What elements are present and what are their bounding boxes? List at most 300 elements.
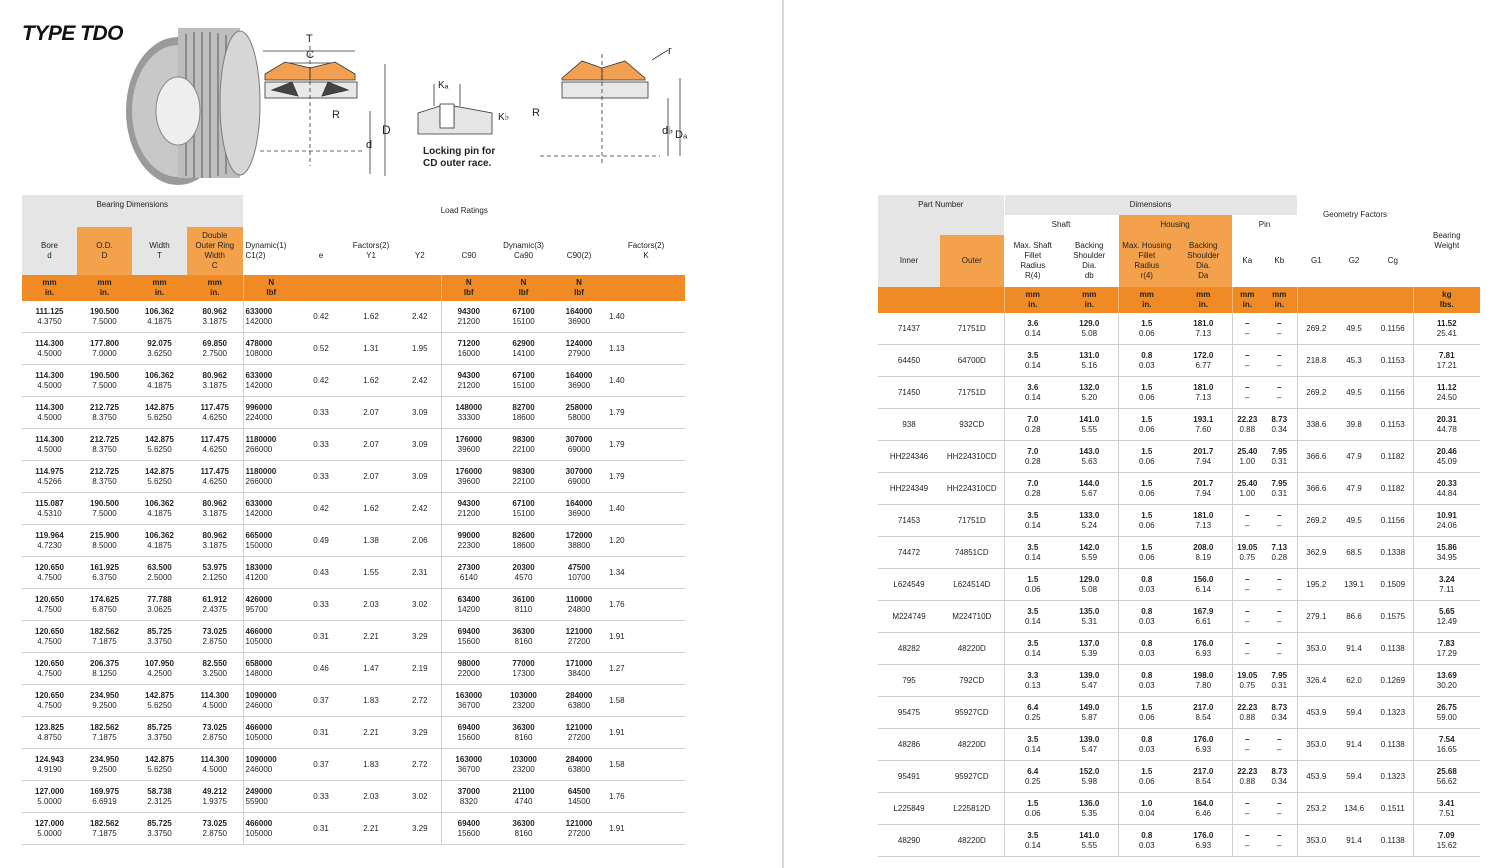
cell-e: 0.33 xyxy=(299,589,343,621)
cell-od: 212.725 8.3750 xyxy=(77,429,132,461)
cell-g2: 47.9 xyxy=(1335,473,1373,505)
cell-k: 1.40 xyxy=(607,301,685,333)
cell-housing-backing: 201.7 7.94 xyxy=(1175,473,1232,505)
cell-weight: 20.46 45.09 xyxy=(1413,441,1480,473)
cell-ca90: 82700 18600 xyxy=(496,397,551,429)
table-row xyxy=(878,729,1480,761)
cell-ka: – – xyxy=(1232,313,1262,345)
cell-k: 1.76 xyxy=(607,589,685,621)
cell-bore: 127.000 5.0000 xyxy=(22,813,77,845)
label-d: d xyxy=(366,139,373,151)
cell-shaft-backing: 143.0 5.63 xyxy=(1061,441,1118,473)
cell-c902: 164000 36900 xyxy=(551,365,607,397)
cell-cg: 0.1138 xyxy=(1373,825,1413,857)
cell-bore: 114.300 4.5000 xyxy=(22,365,77,397)
table-row xyxy=(22,525,685,557)
cell-shaft-fillet: 3.5 0.14 xyxy=(1004,345,1061,377)
col-ca90: Dynamic(3) Ca90 xyxy=(496,227,551,275)
cell-outer: 71751D xyxy=(940,505,1004,537)
cell-weight: 15.86 34.95 xyxy=(1413,537,1480,569)
cell-housing-fillet: 0.8 0.03 xyxy=(1118,601,1175,633)
cell-housing-backing: 172.0 6.77 xyxy=(1175,345,1232,377)
cell-cg: 0.1509 xyxy=(1373,569,1413,601)
cell-ca90: 77000 17300 xyxy=(496,653,551,685)
unit-cell: mm in. xyxy=(1004,287,1061,313)
cell-bore: 120.650 4.7500 xyxy=(22,653,77,685)
cell-double-width: 117.475 4.6250 xyxy=(187,429,243,461)
cell-weight: 20.33 44.84 xyxy=(1413,473,1480,505)
cell-c902: 171000 38400 xyxy=(551,653,607,685)
table-row xyxy=(878,345,1480,377)
unit-cell: mm in. xyxy=(1061,287,1118,313)
cell-width: 106.362 4.1875 xyxy=(132,365,187,397)
cell-outer: 48220D xyxy=(940,633,1004,665)
cell-bore: 114.975 4.5266 xyxy=(22,461,77,493)
cell-bore: 115.087 4.5310 xyxy=(22,493,77,525)
cell-width: 142.875 5.6250 xyxy=(132,461,187,493)
cell-inner: 48290 xyxy=(878,825,940,857)
cell-housing-fillet: 0.8 0.03 xyxy=(1118,569,1175,601)
cell-y2: 3.09 xyxy=(399,461,441,493)
cell-od: 215.900 8.5000 xyxy=(77,525,132,557)
cell-ca90: 36300 8160 xyxy=(496,717,551,749)
cell-g2: 91.4 xyxy=(1335,729,1373,761)
table-row xyxy=(22,301,685,333)
cell-housing-backing: 198.0 7.80 xyxy=(1175,665,1232,697)
cell-outer: 71751D xyxy=(940,377,1004,409)
cell-e: 0.46 xyxy=(299,653,343,685)
col-max-shaft-fillet: Max. Shaft Fillet Radius R(4) xyxy=(1004,235,1061,287)
table-row xyxy=(878,761,1480,793)
cell-od: 212.725 8.3750 xyxy=(77,461,132,493)
cell-c1: 633000 142000 xyxy=(243,301,299,333)
right-page xyxy=(784,0,1502,868)
col-dynamic-c1: Dynamic(1) C1(2) xyxy=(243,227,299,275)
label-db: d♭ xyxy=(662,125,674,137)
table-row xyxy=(878,665,1480,697)
cell-bore: 114.300 4.5000 xyxy=(22,397,77,429)
cell-c90: 163000 36700 xyxy=(441,685,496,717)
table-row xyxy=(878,569,1480,601)
part-number-table xyxy=(878,195,1480,857)
cell-c90: 94300 21200 xyxy=(441,365,496,397)
cell-e: 0.37 xyxy=(299,685,343,717)
cell-ca90: 103000 23200 xyxy=(496,749,551,781)
cell-double-width: 80.962 3.1875 xyxy=(187,301,243,333)
cell-g1: 353.0 xyxy=(1297,825,1335,857)
cell-width: 63.500 2.5000 xyxy=(132,557,187,589)
bearing-dimensions-table xyxy=(22,195,685,845)
cell-g1: 218.8 xyxy=(1297,345,1335,377)
pin-caption-1: Locking pin for xyxy=(423,146,496,157)
cell-k: 1.13 xyxy=(607,333,685,365)
label-T: T xyxy=(306,33,313,45)
cell-e: 0.31 xyxy=(299,621,343,653)
cell-bore: 120.650 4.7500 xyxy=(22,621,77,653)
cell-e: 0.37 xyxy=(299,749,343,781)
cell-c1: 426000 95700 xyxy=(243,589,299,621)
cell-kb: – – xyxy=(1262,505,1297,537)
cell-weight: 3.41 7.51 xyxy=(1413,793,1480,825)
cell-c1: 466000 105000 xyxy=(243,717,299,749)
cell-housing-backing: 201.7 7.94 xyxy=(1175,441,1232,473)
cell-ka: – – xyxy=(1232,793,1262,825)
cell-c1: 466000 105000 xyxy=(243,621,299,653)
group-dimensions: Dimensions xyxy=(1004,195,1297,215)
cell-kb: – – xyxy=(1262,313,1297,345)
unit-cell: N lbf xyxy=(551,275,607,301)
cell-shaft-fillet: 3.3 0.13 xyxy=(1004,665,1061,697)
cell-ca90: 67100 15100 xyxy=(496,493,551,525)
cell-cg: 0.1575 xyxy=(1373,601,1413,633)
cell-od: 234.950 9.2500 xyxy=(77,685,132,717)
cell-c1: 665000 150000 xyxy=(243,525,299,557)
cell-y1: 1.62 xyxy=(343,301,399,333)
cell-shaft-backing: 139.0 5.47 xyxy=(1061,665,1118,697)
cell-od: 190.500 7.5000 xyxy=(77,365,132,397)
cell-shaft-backing: 137.0 5.39 xyxy=(1061,633,1118,665)
cell-width: 142.875 5.6250 xyxy=(132,685,187,717)
col-kb: Kb xyxy=(1262,235,1297,287)
cell-y2: 2.72 xyxy=(399,685,441,717)
table-row xyxy=(22,397,685,429)
cell-shaft-fillet: 1.5 0.06 xyxy=(1004,793,1061,825)
col-inner: Inner xyxy=(878,235,940,287)
table-row xyxy=(22,621,685,653)
cell-e: 0.31 xyxy=(299,813,343,845)
cell-od: 169.975 6.6919 xyxy=(77,781,132,813)
cell-od: 182.562 7.1875 xyxy=(77,717,132,749)
units-row-right xyxy=(878,287,1480,313)
cell-bore: 124.943 4.9190 xyxy=(22,749,77,781)
unit-cell: kg lbs. xyxy=(1413,287,1480,313)
cell-double-width: 73.025 2.8750 xyxy=(187,621,243,653)
unit-cell xyxy=(299,275,343,301)
cell-ka: – – xyxy=(1232,505,1262,537)
cell-housing-fillet: 0.8 0.03 xyxy=(1118,729,1175,761)
cell-outer: M224710D xyxy=(940,601,1004,633)
cell-c902: 124000 27900 xyxy=(551,333,607,365)
col-backing-housing: Backing Shoulder Dia. Da xyxy=(1175,235,1232,287)
cell-e: 0.33 xyxy=(299,781,343,813)
cell-g1: 362.9 xyxy=(1297,537,1335,569)
cell-c1: 249000 55900 xyxy=(243,781,299,813)
cell-y2: 2.72 xyxy=(399,749,441,781)
cell-inner: 95475 xyxy=(878,697,940,729)
cell-weight: 7.09 15.62 xyxy=(1413,825,1480,857)
cell-c1: 1180000 266000 xyxy=(243,429,299,461)
cell-ka: 19.05 0.75 xyxy=(1232,537,1262,569)
cell-y2: 3.09 xyxy=(399,397,441,429)
cell-housing-fillet: 0.8 0.03 xyxy=(1118,825,1175,857)
cell-ca90: 98300 22100 xyxy=(496,461,551,493)
cell-ka: 19.05 0.75 xyxy=(1232,665,1262,697)
cell-double-width: 73.025 2.8750 xyxy=(187,813,243,845)
cell-y1: 1.83 xyxy=(343,749,399,781)
cell-e: 0.42 xyxy=(299,493,343,525)
cell-outer: 71751D xyxy=(940,313,1004,345)
cell-ca90: 98300 22100 xyxy=(496,429,551,461)
cell-weight: 7.83 17.29 xyxy=(1413,633,1480,665)
col-outer: Outer xyxy=(940,235,1004,287)
cell-od: 190.500 7.5000 xyxy=(77,301,132,333)
label-Kb: K♭ xyxy=(498,112,510,123)
cell-c90: 98000 22000 xyxy=(441,653,496,685)
cell-y1: 1.62 xyxy=(343,365,399,397)
col-e: e xyxy=(299,227,343,275)
unit-cell xyxy=(399,275,441,301)
cell-c902: 307000 69000 xyxy=(551,429,607,461)
cell-c1: 633000 142000 xyxy=(243,493,299,525)
cell-y2: 3.29 xyxy=(399,717,441,749)
cell-weight: 11.52 25.41 xyxy=(1413,313,1480,345)
cell-weight: 25.68 56.62 xyxy=(1413,761,1480,793)
unit-cell: N lbf xyxy=(243,275,299,301)
cell-outer: 932CD xyxy=(940,409,1004,441)
group-part-number: Part Number xyxy=(878,195,1004,215)
unit-cell: mm in. xyxy=(1262,287,1297,313)
cell-bore: 120.650 4.7500 xyxy=(22,589,77,621)
cell-double-width: 114.300 4.5000 xyxy=(187,685,243,717)
cell-k: 1.79 xyxy=(607,397,685,429)
cell-g1: 253.2 xyxy=(1297,793,1335,825)
cell-c902: 284000 63800 xyxy=(551,749,607,781)
cell-kb: 8.73 0.34 xyxy=(1262,409,1297,441)
table-row xyxy=(878,793,1480,825)
cell-od: 206.375 8.1250 xyxy=(77,653,132,685)
cell-housing-fillet: 1.5 0.06 xyxy=(1118,761,1175,793)
cell-g1: 353.0 xyxy=(1297,633,1335,665)
cell-y1: 1.55 xyxy=(343,557,399,589)
cell-housing-fillet: 1.5 0.06 xyxy=(1118,441,1175,473)
cell-y2: 2.42 xyxy=(399,493,441,525)
cell-shaft-backing: 152.0 5.98 xyxy=(1061,761,1118,793)
cell-inner: 48282 xyxy=(878,633,940,665)
cell-e: 0.42 xyxy=(299,301,343,333)
cross-section-main xyxy=(260,46,385,176)
cell-y2: 2.31 xyxy=(399,557,441,589)
unit-cell xyxy=(878,287,940,313)
cell-width: 85.725 3.3750 xyxy=(132,621,187,653)
unit-cell: mm in. xyxy=(1232,287,1262,313)
cell-width: 85.725 3.3750 xyxy=(132,717,187,749)
label-D: D xyxy=(382,123,391,137)
cell-width: 85.725 3.3750 xyxy=(132,813,187,845)
cell-c90: 27300 6140 xyxy=(441,557,496,589)
unit-cell: mm in. xyxy=(187,275,243,301)
cell-k: 1.27 xyxy=(607,653,685,685)
cell-width: 107.950 4.2500 xyxy=(132,653,187,685)
table-row xyxy=(22,813,685,845)
cell-inner: 64450 xyxy=(878,345,940,377)
cell-od: 174.625 6.8750 xyxy=(77,589,132,621)
cell-c90: 37000 8320 xyxy=(441,781,496,813)
cell-k: 1.79 xyxy=(607,429,685,461)
cell-bore: 111.125 4.3750 xyxy=(22,301,77,333)
cell-g2: 45.3 xyxy=(1335,345,1373,377)
cell-c902: 284000 63800 xyxy=(551,685,607,717)
cell-c90: 69400 15600 xyxy=(441,717,496,749)
cell-shaft-backing: 136.0 5.35 xyxy=(1061,793,1118,825)
group-bearing-dimensions: Bearing Dimensions xyxy=(22,195,243,215)
cell-double-width: 117.475 4.6250 xyxy=(187,461,243,493)
cell-weight: 10.91 24.06 xyxy=(1413,505,1480,537)
cell-kb: – – xyxy=(1262,377,1297,409)
cell-shaft-fillet: 7.0 0.28 xyxy=(1004,473,1061,505)
cell-y2: 2.42 xyxy=(399,365,441,397)
cell-inner: L225849 xyxy=(878,793,940,825)
cell-inner: 71453 xyxy=(878,505,940,537)
cell-g1: 269.2 xyxy=(1297,313,1335,345)
cell-ka: 25.40 1.00 xyxy=(1232,441,1262,473)
table-row xyxy=(22,557,685,589)
cell-ca90: 20300 4570 xyxy=(496,557,551,589)
cell-shaft-backing: 149.0 5.87 xyxy=(1061,697,1118,729)
cell-shaft-backing: 144.0 5.67 xyxy=(1061,473,1118,505)
cell-ka: – – xyxy=(1232,377,1262,409)
pin-caption-2: CD outer race. xyxy=(423,158,492,169)
table-row xyxy=(878,473,1480,505)
cell-width: 92.075 3.6250 xyxy=(132,333,187,365)
table-row xyxy=(22,749,685,781)
cell-inner: 795 xyxy=(878,665,940,697)
cell-ca90: 67100 15100 xyxy=(496,301,551,333)
cell-y2: 3.02 xyxy=(399,589,441,621)
cell-double-width: 61.912 2.4375 xyxy=(187,589,243,621)
cell-y1: 1.47 xyxy=(343,653,399,685)
cell-y1: 2.21 xyxy=(343,621,399,653)
cell-bore: 120.650 4.7500 xyxy=(22,557,77,589)
cell-c902: 164000 36900 xyxy=(551,301,607,333)
cell-inner: 74472 xyxy=(878,537,940,569)
cell-cg: 0.1156 xyxy=(1373,313,1413,345)
col-c902: C90(2) xyxy=(551,227,607,275)
cell-c902: 121000 27200 xyxy=(551,813,607,845)
cell-ka: – – xyxy=(1232,601,1262,633)
cell-shaft-fillet: 3.5 0.14 xyxy=(1004,729,1061,761)
unit-cell xyxy=(940,287,1004,313)
cell-ka: – – xyxy=(1232,569,1262,601)
cell-shaft-backing: 132.0 5.20 xyxy=(1061,377,1118,409)
cell-shaft-fillet: 3.6 0.14 xyxy=(1004,377,1061,409)
cell-kb: 7.13 0.28 xyxy=(1262,537,1297,569)
cell-shaft-fillet: 3.5 0.14 xyxy=(1004,537,1061,569)
cell-housing-backing: 181.0 7.13 xyxy=(1175,505,1232,537)
cell-g2: 139.1 xyxy=(1335,569,1373,601)
cell-ka: – – xyxy=(1232,825,1262,857)
cell-g2: 68.5 xyxy=(1335,537,1373,569)
cell-housing-fillet: 1.5 0.06 xyxy=(1118,313,1175,345)
group-load-ratings: Load Ratings xyxy=(243,195,685,227)
cell-c90: 69400 15600 xyxy=(441,813,496,845)
cell-e: 0.42 xyxy=(299,365,343,397)
cell-ca90: 103000 23200 xyxy=(496,685,551,717)
cell-outer: 48220D xyxy=(940,729,1004,761)
table-row xyxy=(878,313,1480,345)
cell-y1: 1.62 xyxy=(343,493,399,525)
cell-double-width: 53.975 2.1250 xyxy=(187,557,243,589)
cell-k: 1.76 xyxy=(607,781,685,813)
cell-k: 1.58 xyxy=(607,685,685,717)
cell-g2: 39.8 xyxy=(1335,409,1373,441)
unit-cell xyxy=(1373,287,1413,313)
cell-weight: 7.54 16.65 xyxy=(1413,729,1480,761)
cell-y1: 2.07 xyxy=(343,461,399,493)
cell-cg: 0.1153 xyxy=(1373,345,1413,377)
cell-ka: 25.40 1.00 xyxy=(1232,473,1262,505)
cell-cg: 0.1338 xyxy=(1373,537,1413,569)
cell-housing-fillet: 0.8 0.03 xyxy=(1118,665,1175,697)
cell-y2: 3.02 xyxy=(399,781,441,813)
cell-y2: 3.09 xyxy=(399,429,441,461)
page-title: TYPE TDO xyxy=(22,22,124,45)
cell-double-width: 80.962 3.1875 xyxy=(187,365,243,397)
cell-y1: 1.38 xyxy=(343,525,399,557)
cell-shaft-backing: 129.0 5.08 xyxy=(1061,313,1118,345)
unit-cell: mm in. xyxy=(1175,287,1232,313)
table-row xyxy=(22,493,685,525)
cell-housing-backing: 193.1 7.60 xyxy=(1175,409,1232,441)
cell-double-width: 80.962 3.1875 xyxy=(187,525,243,557)
cell-outer: HH224310CD xyxy=(940,441,1004,473)
cell-c902: 121000 27200 xyxy=(551,717,607,749)
cell-ca90: 21100 4740 xyxy=(496,781,551,813)
cell-g1: 269.2 xyxy=(1297,505,1335,537)
cell-kb: – – xyxy=(1262,569,1297,601)
label-R-2: R xyxy=(532,107,540,119)
cell-housing-backing: 164.0 6.46 xyxy=(1175,793,1232,825)
cell-e: 0.43 xyxy=(299,557,343,589)
cell-weight: 3.24 7.11 xyxy=(1413,569,1480,601)
cell-c902: 121000 27200 xyxy=(551,621,607,653)
cell-kb: – – xyxy=(1262,729,1297,761)
cell-c902: 110000 24800 xyxy=(551,589,607,621)
table-row xyxy=(22,461,685,493)
cell-cg: 0.1138 xyxy=(1373,633,1413,665)
cell-cg: 0.1153 xyxy=(1373,409,1413,441)
cell-g2: 49.5 xyxy=(1335,505,1373,537)
bearing-diagram xyxy=(120,16,688,194)
col-y1: Factors(2) Y1 xyxy=(343,227,399,275)
cell-shaft-backing: 131.0 5.16 xyxy=(1061,345,1118,377)
cell-weight: 11.12 24.50 xyxy=(1413,377,1480,409)
cell-g2: 62.0 xyxy=(1335,665,1373,697)
cell-k: 1.91 xyxy=(607,717,685,749)
cell-k: 1.58 xyxy=(607,749,685,781)
cell-y1: 1.83 xyxy=(343,685,399,717)
cross-section-mounting xyxy=(540,50,680,166)
cell-c90: 71200 16000 xyxy=(441,333,496,365)
cell-c902: 307000 69000 xyxy=(551,461,607,493)
col-backing-shaft: Backing Shoulder Dia. db xyxy=(1061,235,1118,287)
table-row xyxy=(878,697,1480,729)
col-cg: Cg xyxy=(1373,235,1413,287)
cell-bore: 120.650 4.7500 xyxy=(22,685,77,717)
cell-inner: 938 xyxy=(878,409,940,441)
cell-double-width: 82.550 3.2500 xyxy=(187,653,243,685)
cell-width: 106.362 4.1875 xyxy=(132,525,187,557)
cell-kb: 7.95 0.31 xyxy=(1262,473,1297,505)
cell-width: 142.875 5.6250 xyxy=(132,429,187,461)
unit-cell xyxy=(1297,287,1335,313)
cell-y1: 2.21 xyxy=(343,717,399,749)
cell-double-width: 80.962 3.1875 xyxy=(187,493,243,525)
cell-c902: 172000 38800 xyxy=(551,525,607,557)
cell-kb: – – xyxy=(1262,633,1297,665)
cell-y1: 2.03 xyxy=(343,781,399,813)
cell-ca90: 82600 18600 xyxy=(496,525,551,557)
cell-cg: 0.1156 xyxy=(1373,377,1413,409)
